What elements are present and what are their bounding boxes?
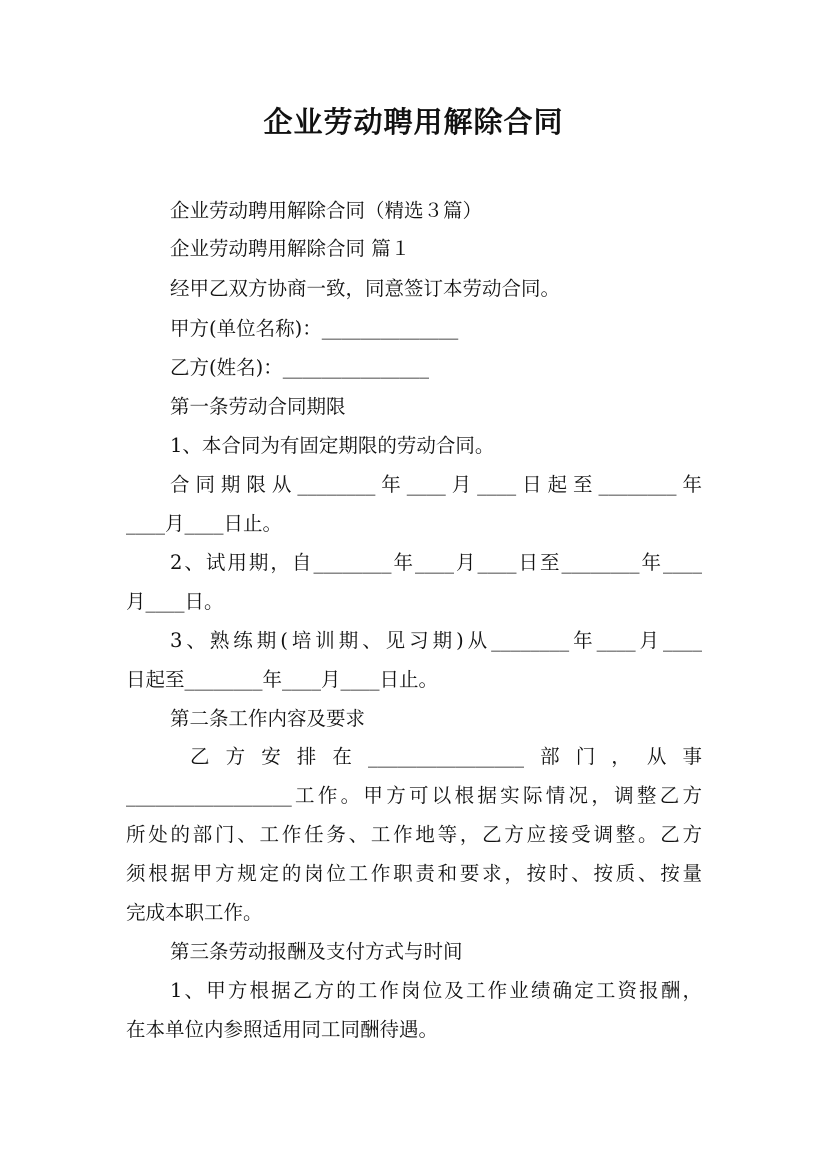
article-heading: 第二条工作内容及要求 xyxy=(170,707,366,730)
paragraph-line: 所处的部门、工作任务、工作地等，乙方应接受调整。乙方 xyxy=(126,823,702,846)
paragraph-line: 3、熟练期(培训期、见习期)从________年____月____ xyxy=(170,629,702,652)
subtitle-line: 企业劳动聘用解除合同（精选３篇） xyxy=(170,199,483,222)
paragraph-line: 经甲乙双方协商一致，同意签订本劳动合同。 xyxy=(170,277,561,300)
paragraph-line: 日起至________年____月____日止。 xyxy=(126,668,439,691)
section-heading: 企业劳动聘用解除合同 篇１ xyxy=(170,237,411,260)
paragraph-line: 须根据甲方规定的岗位工作职责和要求，按时、按质、按量 xyxy=(126,862,702,885)
paragraph-line: 乙方安排在________________部门，从事 xyxy=(190,745,702,768)
paragraph-line: 2、试用期，自________年____月____日至________年____ xyxy=(170,551,702,574)
paragraph-line: _________________工作。甲方可以根据实际情况，调整乙方 xyxy=(126,784,702,807)
document-title: 企业劳动聘用解除合同 xyxy=(263,105,564,139)
paragraph-line: 1、甲方根据乙方的工作岗位及工作业绩确定工资报酬， xyxy=(170,979,702,1002)
paragraph-line: 在本单位内参照适用同工同酬待遇。 xyxy=(126,1018,439,1041)
article-heading: 第三条劳动报酬及支付方式与时间 xyxy=(170,940,463,963)
paragraph-line: 月____日。 xyxy=(126,590,224,613)
article-heading: 第一条劳动合同期限 xyxy=(170,395,346,418)
paragraph-line: ____月____日止。 xyxy=(126,512,283,535)
party-b-line: 乙方(姓名)：_______________ xyxy=(170,356,429,379)
paragraph-line: 完成本职工作。 xyxy=(126,901,263,924)
paragraph-line: 1、本合同为有固定期限的劳动合同。 xyxy=(170,434,495,457)
paragraph-line: 合同期限从________年____月____日起至________年 xyxy=(170,473,702,496)
party-a-line: 甲方(单位名称)：______________ xyxy=(170,317,459,340)
